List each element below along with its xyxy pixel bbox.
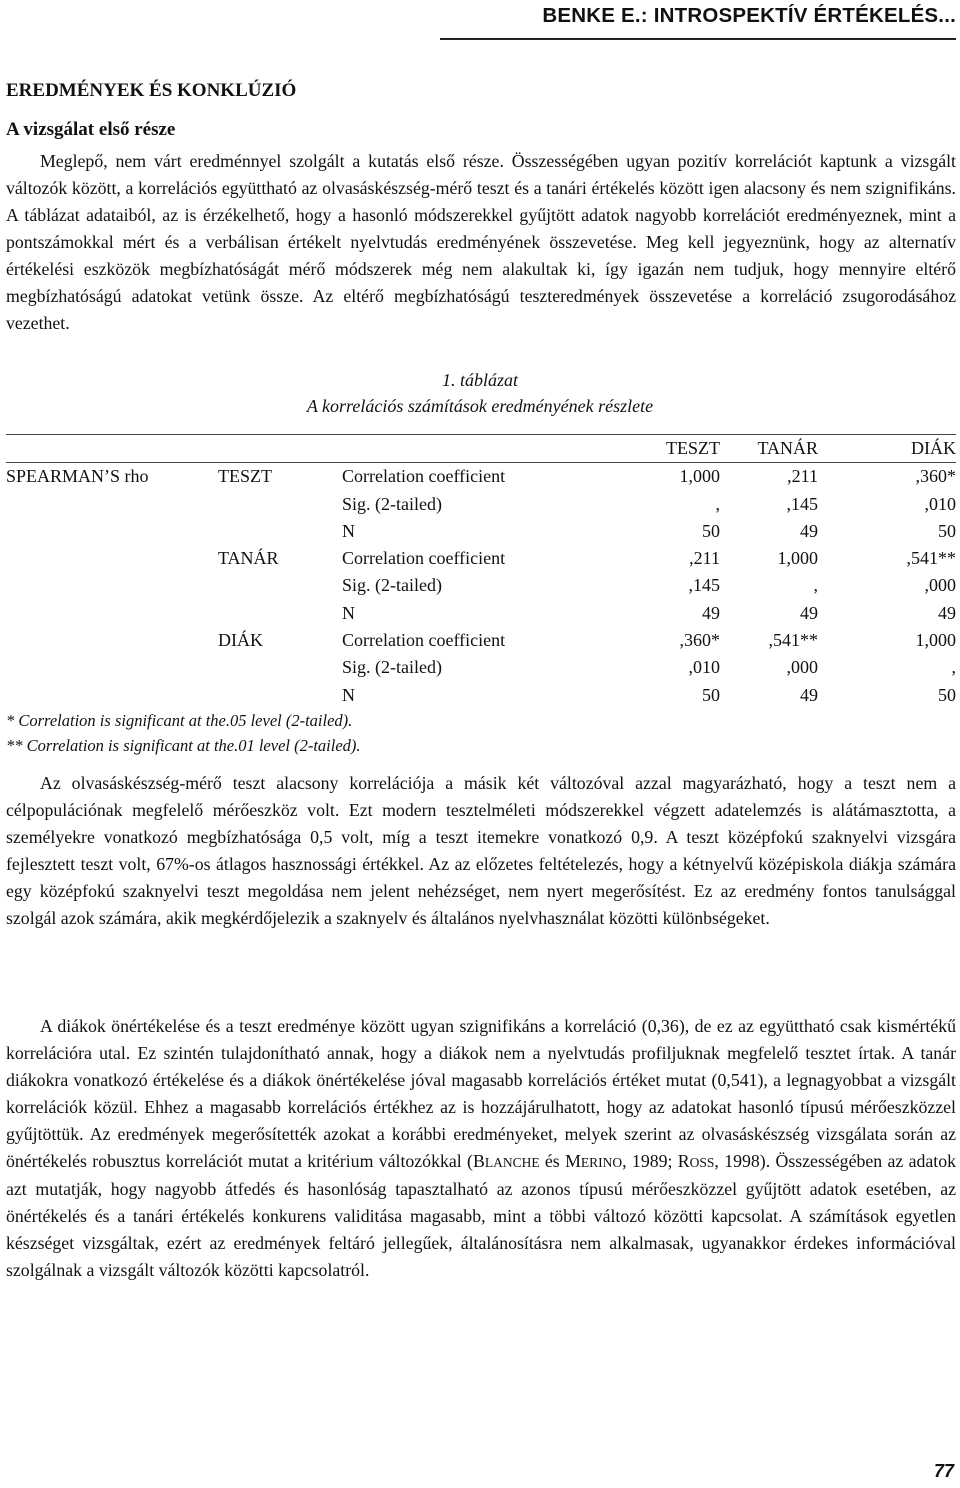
paragraph-1: Meglepő, nem várt eredménnyel szolgált a kutatás első része. Összességében ugyan pozitív korrelációt kaptunk a vizsgált változók között, a korrelációs együttható az olvasáskészség-mérő teszt és a tanári értékelés között igen alacsony és nem szignifikáns. A táblázat adataiból, az is érzékelhető, hogy a hasonló módszerekkel gyűjtött adatok nagyobb korrelációt eredményeznek, mint a pontszámokkal mért és a verbálisan értékelt nyelvtudás eredményének összevetése. Meg kell jegyeznünk, hogy az alternatív értékelési eszközök megbízhatóságát mérő módszerek még nem alakultak ki, így igazán nem tudjuk, hogy mennyire eltérő megbízhatóságú adatokat vetünk össze. Az eltérő megbízhatóságú teszteredmények összevetése a korreláció zsugorodásához vezethet. <box>6 151 956 333</box>
cite-smallcaps: OSS <box>689 1155 715 1170</box>
table-footnote-1: * Correlation is significant at the.05 level (2-tailed). <box>6 711 353 730</box>
cite-year: , 1989; <box>622 1151 678 1171</box>
value-cell: 49 <box>800 684 818 705</box>
value-cell: 50 <box>938 684 956 705</box>
paragraph-3 <box>6 1013 956 1284</box>
variable-label: TESZT <box>218 463 342 491</box>
empty-cell <box>218 435 342 463</box>
empty-cell <box>342 435 562 463</box>
stat-label: N <box>342 520 355 541</box>
value-cell: 49 <box>800 602 818 623</box>
value-cell: ,000 <box>786 657 818 678</box>
value-cell: 1,000 <box>562 463 720 491</box>
citation-ross <box>678 1151 715 1171</box>
table-caption-number: 1. táblázat <box>441 370 518 390</box>
value-cell: ,211 <box>720 463 818 491</box>
table-row <box>6 600 956 627</box>
stat-label: Correlation coefficient <box>342 630 506 651</box>
paragraph-2: Az olvasáskészség-mérő teszt alacsony korrelációja a másik két változóval azzal magyarázható, hogy a teszt nem a célpopulációnak megfelelő mérőeszköz volt. Ezt modern tesztelméleti módszerekkel végzett adatelemzés is alátámasztotta, a személyekre vonatkozó megbízhatósága 0,5 volt, míg a teszt itemekre vonatkozó 0,9. A teszt középfokú szaknyelvi vizsgára fejlesztett teszt volt, 67%-os átlagos hasznossági értékkel. Az az előzetes feltételezés, hogy a kétnyelvű középiskola diákja számára egy középfokú szaknyelvi teszt megoldása nem jelent nehézséget, nem nyert megerősítést. Ez az eredmény fontos tanulsággal szolgál azok számára, akik megkérdőjelezik a szaknyelv és általános nyelvhasználat közötti különbségeket. <box>6 773 956 928</box>
paragraph-3-part-2: , 1998). Összességében az adatok azt mutatják, hogy nagyobb átfedés és hasonlóság tapasztalható az azonos típusú mérőeszközzel gyűjtött adatok esetében, az önértékelés és a tanári értékelés konkurens validitása magasabb, mint a többi változó közötti kapcsolat. A számítások egyetlen készséget vizsgáltak, ezért az eredmények feltáró jellegűek, általánosításra nem alkalmasak, ugyanakkor érdekes információval szolgálnak a vizsgált változók közötti kapcsolatról. <box>6 1151 956 1280</box>
value-cell: ,360* <box>818 463 956 491</box>
table-row <box>6 682 956 709</box>
value-cell: 1,000 <box>915 630 956 651</box>
table-row <box>6 572 956 599</box>
empty-cell <box>6 435 218 463</box>
cite-initial: R <box>677 1151 690 1171</box>
stat-label: Sig. (2-tailed) <box>342 657 442 678</box>
cite-smallcaps: LANCHE <box>484 1155 540 1170</box>
table-row <box>6 463 956 491</box>
stat-label: N <box>342 684 355 705</box>
table-row <box>6 627 956 654</box>
value-cell: , <box>813 575 818 596</box>
rho-label: rho <box>124 466 149 487</box>
cite-smallcaps: ERINO <box>580 1155 623 1170</box>
value-cell: 49 <box>800 520 818 541</box>
header-rule <box>440 38 956 40</box>
value-cell: ,145 <box>786 493 818 514</box>
value-cell: ,010 <box>688 657 720 678</box>
value-cell: 49 <box>702 602 720 623</box>
stat-label: N <box>342 602 355 623</box>
variable-label: DIÁK <box>218 630 263 651</box>
value-cell: , <box>715 493 720 514</box>
table-row <box>6 654 956 681</box>
value-cell: ,541** <box>906 548 956 569</box>
cite-initial: M <box>565 1151 581 1171</box>
table-header-row <box>6 435 956 463</box>
cite-connector: és <box>539 1151 566 1171</box>
page-number: 77 <box>933 1461 954 1481</box>
table-row <box>6 491 956 518</box>
value-cell: ,211 <box>689 548 720 569</box>
value-cell: 50 <box>938 520 956 541</box>
value-cell: 50 <box>702 520 720 541</box>
correlation-table <box>6 434 956 709</box>
paragraph-3-part-1: A diákok önértékelése és a teszt eredménye között ugyan szignifikáns a korreláció (0,36), de ez az együttható csak kismértékű korrelációra utal. Ez szintén tulajdonítható annak, hogy a diákok nem a nyelvtudás profiljuknak megfelelő tesztet írtak. A tanár diákokra vonatkozó értékelése és a diákok önértékelése jóval magasabb korrelációs értéket mutat (0,541), a legnagyobbat a vizsgált korrelációk közül. Ehhez a magasabb korrelációs értékhez az is hozzájárulhatott, hogy az adatokat hasonló típusú mérőeszközzel gyűjtöttük. Az eredmények megerősítették azokat a korábbi eredményeket, melyek szerint az olvasáskészség vizsgálata során az önértékelés robusztus korrelációt mutat a kritérium változókkal ( <box>6 1016 956 1171</box>
value-cell: 1,000 <box>777 548 818 569</box>
col-header-tanar: TANÁR <box>720 435 818 463</box>
table-footnote-2: ** Correlation is significant at the.01 level (2-tailed). <box>6 736 361 755</box>
value-cell: ,010 <box>924 493 956 514</box>
table-caption-title: A korrelációs számítások eredményének részlete <box>306 396 654 416</box>
col-header-diak: DIÁK <box>818 435 956 463</box>
section-title: EREDMÉNYEK ÉS KONKLÚZIÓ <box>6 80 297 101</box>
running-header: BENKE E.: INTROSPEKTÍV ÉRTÉKELÉS... <box>542 4 956 27</box>
value-cell: 49 <box>938 602 956 623</box>
citation-blanche <box>473 1151 540 1171</box>
stat-label: Sig. (2-tailed) <box>342 575 442 596</box>
table-row <box>6 518 956 545</box>
citation-merino <box>565 1151 622 1171</box>
cite-initial: B <box>472 1151 485 1171</box>
variable-label: TANÁR <box>218 548 279 569</box>
stat-label: Correlation coefficient <box>342 548 506 569</box>
col-header-teszt: TESZT <box>562 435 720 463</box>
value-cell: 50 <box>702 684 720 705</box>
subsection-title: A vizsgálat első része <box>6 119 176 140</box>
table-row <box>6 545 956 572</box>
value-cell: , <box>951 657 956 678</box>
stat-label: Sig. (2-tailed) <box>342 493 442 514</box>
value-cell: ,541** <box>768 630 818 651</box>
stat-label: Correlation coefficient <box>342 463 562 491</box>
spearman-sc: SPEARMAN’S <box>6 466 121 487</box>
row-group-label <box>6 463 218 491</box>
value-cell: ,145 <box>688 575 720 596</box>
value-cell: ,360* <box>679 630 720 651</box>
value-cell: ,000 <box>924 575 956 596</box>
